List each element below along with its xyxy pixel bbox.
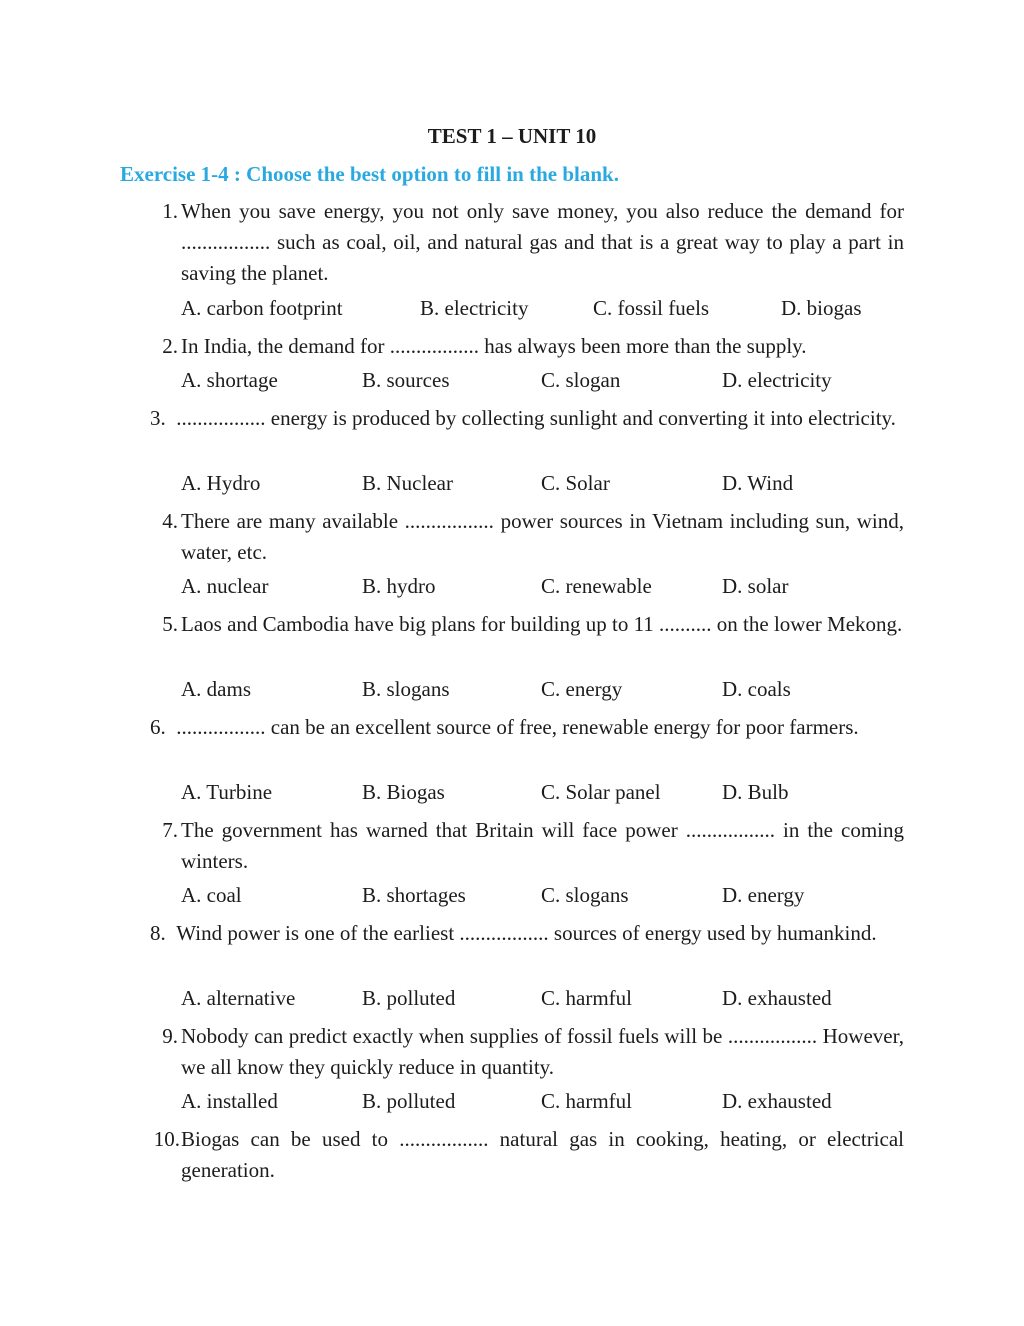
question-text: Laos and Cambodia have big plans for building up to 11 .......... on the lower Mekong. (181, 612, 903, 636)
question-number: 4. (162, 509, 178, 533)
question-2 (120, 331, 904, 362)
option-a[interactable]: A. alternative (181, 986, 296, 1010)
question-number: 10. (153, 1127, 180, 1151)
option-a[interactable]: A. Hydro (181, 471, 261, 495)
option-b[interactable]: B. shortages (362, 883, 466, 907)
question-7 (120, 815, 904, 877)
question-text: Wind power is one of the earliest ................. sources of energy used by humankind. (176, 921, 877, 945)
option-c[interactable]: C. slogans (541, 883, 629, 907)
question-text: Nobody can predict exactly when supplies of fossil fuels will be ................. However, we all know they quickly reduce in quantity. (181, 1024, 904, 1079)
question-number: 3. (150, 406, 166, 430)
option-b[interactable]: B. polluted (362, 986, 456, 1010)
option-d[interactable]: D. energy (722, 883, 805, 907)
option-d[interactable]: D. solar (722, 574, 789, 598)
question-text: When you save energy, you not only save money, you also reduce the demand for ................. such as coal, oil, and natural gas and that is a great way to play a part in saving the planet. (181, 199, 904, 285)
option-c[interactable]: C. fossil fuels (593, 296, 710, 320)
question-4 (120, 506, 904, 568)
question-number: 6. (150, 715, 166, 739)
option-b[interactable]: B. polluted (362, 1089, 456, 1113)
option-b[interactable]: B. Biogas (362, 780, 445, 804)
option-a[interactable]: A. carbon footprint (181, 296, 343, 320)
option-c[interactable]: C. slogan (541, 368, 621, 392)
exercise-instruction: Exercise 1-4 : Choose the best option to fill in the blank. (120, 162, 619, 186)
option-b[interactable]: B. Nuclear (362, 471, 453, 495)
question-number: 7. (162, 818, 178, 842)
option-b[interactable]: B. slogans (362, 677, 450, 701)
question-number: 1. (162, 199, 178, 223)
option-c[interactable]: C. renewable (541, 574, 652, 598)
option-c[interactable]: C. harmful (541, 986, 632, 1010)
question-9 (120, 1021, 904, 1083)
option-c[interactable]: C. Solar (541, 471, 610, 495)
question-number: 2. (162, 334, 178, 358)
question-number: 9. (162, 1024, 178, 1048)
question-number: 5. (162, 612, 178, 636)
option-a[interactable]: A. shortage (181, 368, 278, 392)
question-text: ................. can be an excellent source of free, renewable energy for poor farmers. (176, 715, 859, 739)
question-10 (120, 1124, 904, 1186)
option-d[interactable]: D. coals (722, 677, 791, 701)
option-d[interactable]: D. exhausted (722, 1089, 832, 1113)
option-a[interactable]: A. installed (181, 1089, 278, 1113)
option-c[interactable]: C. harmful (541, 1089, 632, 1113)
question-text: In India, the demand for ................. has always been more than the supply. (181, 334, 807, 358)
question-1 (120, 196, 904, 289)
option-a[interactable]: A. Turbine (181, 780, 273, 804)
question-5 (120, 609, 904, 640)
page-title: TEST 1 – UNIT 10 (427, 124, 597, 148)
option-d[interactable]: D. Bulb (722, 780, 789, 804)
question-number: 8. (150, 921, 166, 945)
question-6 (120, 712, 904, 743)
option-c[interactable]: C. Solar panel (541, 780, 661, 804)
question-text: ................. energy is produced by collecting sunlight and converting it into electricity. (176, 406, 896, 430)
question-text: Biogas can be used to ................. natural gas in cooking, heating, or electrical generation. (181, 1127, 904, 1182)
option-d[interactable]: D. exhausted (722, 986, 832, 1010)
option-b[interactable]: B. electricity (420, 296, 529, 320)
option-a[interactable]: A. nuclear (181, 574, 269, 598)
question-3 (120, 403, 904, 434)
option-d[interactable]: D. biogas (781, 296, 862, 320)
option-c[interactable]: C. energy (541, 677, 623, 701)
option-d[interactable]: D. Wind (722, 471, 794, 495)
option-d[interactable]: D. electricity (722, 368, 832, 392)
option-a[interactable]: A. coal (181, 883, 242, 907)
question-8 (120, 918, 904, 949)
option-a[interactable]: A. dams (181, 677, 251, 701)
option-b[interactable]: B. sources (362, 368, 450, 392)
question-text: There are many available ................. power sources in Vietnam including sun, wind, water, etc. (181, 509, 904, 564)
option-b[interactable]: B. hydro (362, 574, 436, 598)
question-text: The government has warned that Britain will face power ................. in the coming winters. (181, 818, 904, 873)
